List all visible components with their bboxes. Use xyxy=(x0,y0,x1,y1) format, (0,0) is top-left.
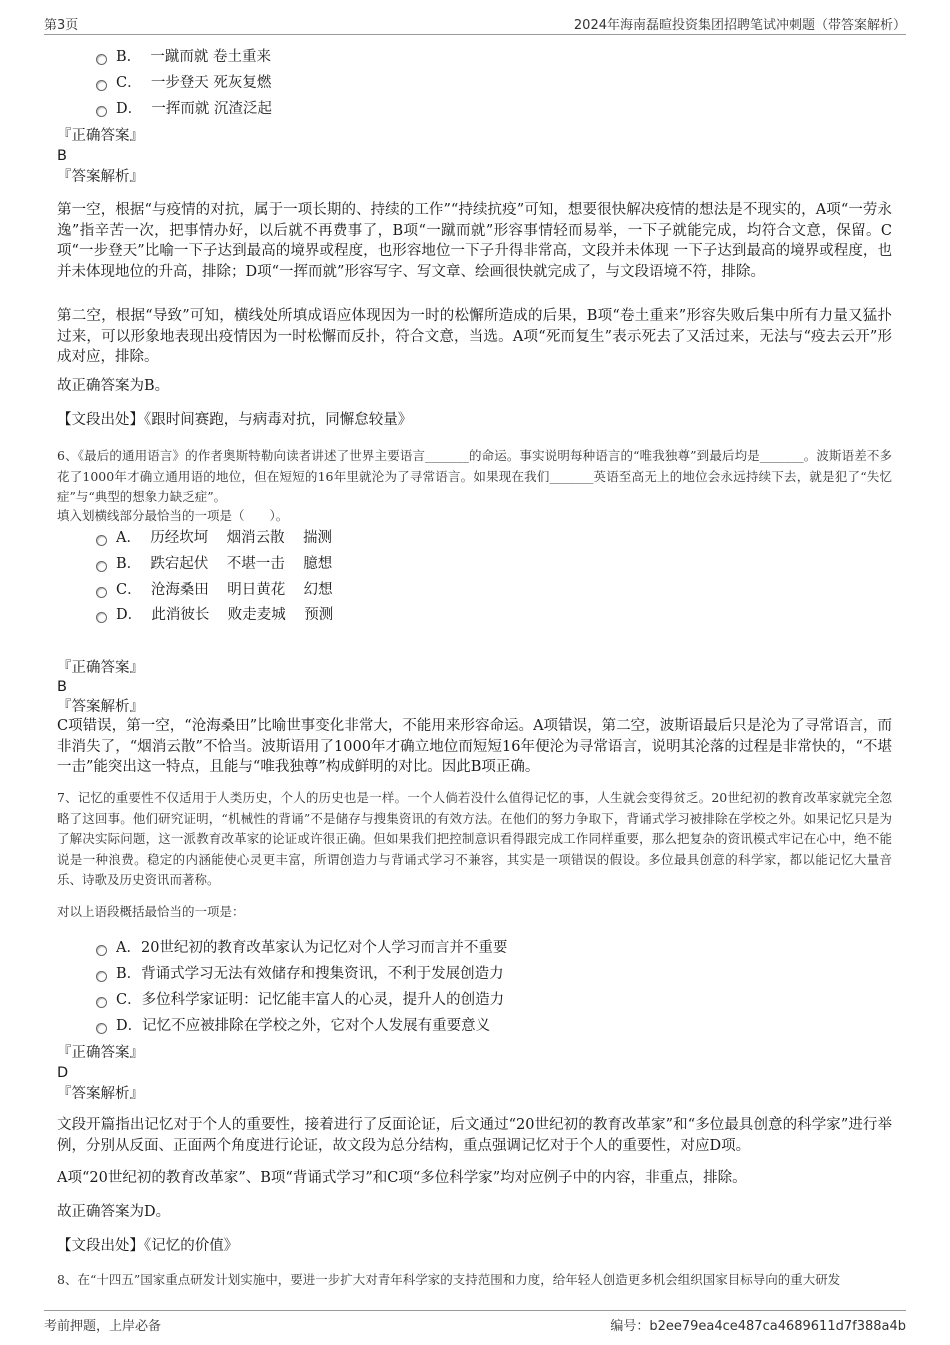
q6-answer-label: 『正确答案』 xyxy=(57,660,144,676)
q5-analysis-conclusion: 故正确答案为B。 xyxy=(57,378,170,394)
radio-icon[interactable] xyxy=(96,54,107,65)
q6-prompt: 填入划横线部分最恰当的一项是（ ）。 xyxy=(57,508,289,523)
radio-icon[interactable] xyxy=(96,997,107,1008)
q5-source: 【文段出处】《跟时间赛跑，与病毒对抗，同懈怠较量》 xyxy=(57,412,413,428)
q5-answer: B xyxy=(57,148,67,164)
q5-option-d[interactable]: D． 一挥而就 沉渣泛起 xyxy=(96,98,272,120)
document-title: 2024年海南磊暄投资集团招聘笔试冲刺题（带答案解析） xyxy=(573,18,906,33)
q5-analysis-paragraph-2: 第二空，根据“导致”可知，横线处所填成语应体现因为一时的松懈所造成的后果，B项“卷土重来”形容失败后集中所有力量又猛扑过来，可以形象地表现出疫情因为一时松懈而反扑，符合文意，当选。A项“死而复生”表示死去了又活过来，无法与“疫去云开”形成对应，排除。 xyxy=(57,308,892,365)
q6-answer: B xyxy=(57,679,67,695)
radio-icon[interactable] xyxy=(96,106,107,117)
q6-option-d[interactable]: D． 此消彼长 败走麦城 预测 xyxy=(96,604,333,626)
q6-option-c[interactable]: C． 沧海桑田 明日黄花 幻想 xyxy=(96,579,333,601)
document-id: 编号：b2ee79ea4ce487ca4689611d7f388a4b xyxy=(610,1319,906,1334)
radio-icon[interactable] xyxy=(96,971,107,982)
q7-stem: 7、记忆的重要性不仅适用于人类历史，个人的历史也是一样。一个人倘若没什么值得记忆的事，人生就会变得贫乏。20世纪初的教育改革家就完全忽略了这回事。他们研究证明，“机械性的背诵”不是储存与搜集资讯的有效方法。在他们的努力争取下，背诵式学习被排除在学校之外。如果记忆只是为了解决实际问题，这一派教育改革家的论证或许很正确。但如果我们把控制意识看得跟完成工作同样重要，那么把复杂的资讯模式牢记在心中，绝不能说是一种浪费。稳定的内涵能使心灵更丰富，所谓创造力与背诵式学习不兼容，其实是一项错误的假设。多位最具创意的科学家，都以能记忆大量音乐、诗歌及历史资讯而著称。 xyxy=(57,790,892,887)
q6-option-a[interactable]: A． 历经坎坷 烟消云散 揣测 xyxy=(96,527,332,549)
q7-option-c[interactable]: C．多位科学家证明：记忆能丰富人的心灵，提升人的创造力 xyxy=(96,989,504,1011)
radio-icon[interactable] xyxy=(96,945,107,956)
q7-answer-label: 『正确答案』 xyxy=(57,1045,144,1061)
q5-analysis-paragraph-1: 第一空，根据“与疫情的对抗，属于一项长期的、持续的工作”“持续抗疫”可知，想要很快解决疫情的想法是不现实的，A项“一劳永逸”指辛苦一次，把事情办好，以后就不再费事了，B项“一蹴而就”形容事情轻而易举，一下子就能完成，均符合文意，保留。C项“一步登天”比喻一下子达到最高的境界或程度，也形容地位一下子升得非常高，文段并未体现 一下子达到最高的境界或程度，也并未体现地位的升高，排除；D项“一挥而就”形容写字、写文章、绘画很快就完成了，与文段语境不符，排除。 xyxy=(57,202,892,280)
q7-option-b[interactable]: B．背诵式学习无法有效储存和搜集资讯，不利于发展创造力 xyxy=(96,963,504,985)
q7-answer: D xyxy=(57,1065,69,1081)
page-header xyxy=(44,14,906,35)
page-footer xyxy=(44,1310,906,1336)
q6-stem: 6、《最后的通用语言》的作者奥斯特勒向读者讲述了世界主要语言_______的命运。事实说明每种语言的“唯我独尊”到最后均是_______。波斯语差不多花了1000年才确立通用语的地位，但在短短的16年里就沦为了寻常语言。如果现在我们_______英语至高无上的地位会永远持续下去，就是犯了“失忆症”与“典型的想象力缺乏症”。 xyxy=(57,448,892,504)
radio-icon[interactable] xyxy=(96,535,107,546)
radio-icon[interactable] xyxy=(96,1023,107,1034)
q5-option-c[interactable]: C． 一步登天 死灰复燃 xyxy=(96,72,271,94)
radio-icon[interactable] xyxy=(96,561,107,572)
page-number: 第3页 xyxy=(44,18,79,33)
q7-prompt: 对以上语段概括最恰当的一项是： xyxy=(57,904,245,919)
q7-option-d[interactable]: D．记忆不应被排除在学校之外，它对个人发展有重要意义 xyxy=(96,1015,490,1037)
footer-slogan: 考前押题，上岸必备 xyxy=(44,1319,162,1334)
radio-icon[interactable] xyxy=(96,612,107,623)
radio-icon[interactable] xyxy=(96,587,107,598)
q6-option-b[interactable]: B． 跌宕起伏 不堪一击 臆想 xyxy=(96,553,332,575)
q7-analysis-conclusion: 故正确答案为D。 xyxy=(57,1204,171,1220)
q5-answer-label: 『正确答案』 xyxy=(57,128,144,144)
q7-source: 【文段出处】《记忆的价值》 xyxy=(57,1238,239,1254)
radio-icon[interactable] xyxy=(96,80,107,91)
q7-analysis-paragraph-1: 文段开篇指出记忆对于个人的重要性，接着进行了反面论证，后文通过“20世纪初的教育改革家”和“多位最具创意的科学家”进行举例，分别从反面、正面两个角度进行论证，故文段为总分结构，重点强调记忆对于个人的重要性，对应D项。 xyxy=(57,1117,892,1154)
q7-option-a[interactable]: A．20世纪初的教育改革家认为记忆对个人学习而言并不重要 xyxy=(96,937,507,959)
q7-analysis-paragraph-2: A项“20世纪初的教育改革家”、B项“背诵式学习”和C项“多位科学家”均对应例子中的内容，非重点，排除。 xyxy=(57,1170,747,1186)
q5-analysis-label: 『答案解析』 xyxy=(57,169,144,185)
q8-stem: 8、在“十四五”国家重点研发计划实施中，要进一步扩大对青年科学家的支持范围和力度，给年轻人创造更多机会组织国家目标导向的重大研发 xyxy=(57,1272,841,1287)
q7-analysis-label: 『答案解析』 xyxy=(57,1086,144,1102)
q6-analysis-label: 『答案解析』 xyxy=(57,699,144,715)
q6-analysis: C项错误，第一空，“沧海桑田”比喻世事变化非常大，不能用来形容命运。A项错误，第二空，波斯语最后只是沦为了寻常语言，而非消失了，“烟消云散”不恰当。波斯语用了1000年才确立地位而短短16年便沦为寻常语言，说明其沦落的过程是非常快的，“不堪一击”能突出这一特点，且能与“唯我独尊”构成鲜明的对比。因此B项正确。 xyxy=(57,718,892,775)
q5-option-b[interactable]: B． 一蹴而就 卷土重来 xyxy=(96,46,271,68)
